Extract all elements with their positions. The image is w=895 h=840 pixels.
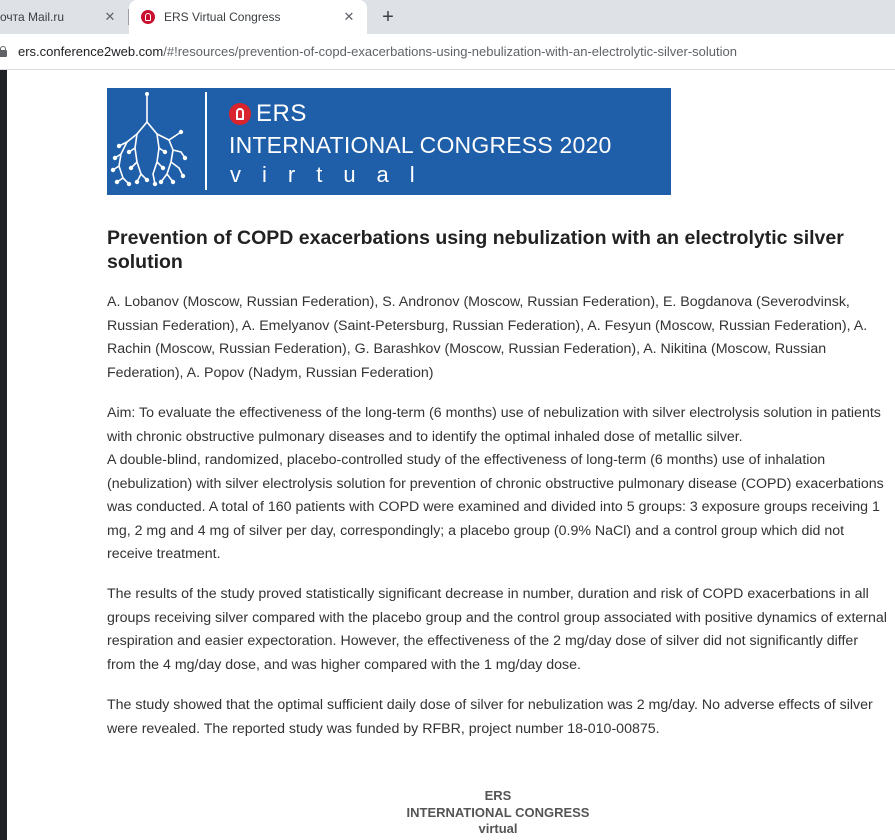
- article-aim-methods: [107, 402, 889, 567]
- congress-banner: [107, 88, 671, 195]
- close-tab-icon[interactable]: ✕: [104, 9, 116, 24]
- ers-brand: [229, 100, 307, 128]
- article-aim: Aim: To evaluate the effectiveness of the long-term (6 months) use of nebulization with silver electrolysis solution in patients with chronic obstructive pulmonary diseases and to identify the optimal inhaled dose of metallic silver.: [107, 405, 881, 445]
- footer-branding: [330, 788, 666, 838]
- tab-mail-ru[interactable]: [0, 0, 128, 34]
- footer-line-congress: INTERNATIONAL CONGRESS: [406, 804, 590, 820]
- ers-favicon-icon: [141, 10, 155, 24]
- url-text[interactable]: [18, 34, 737, 70]
- tab-title: ERS Virtual Congress: [164, 10, 281, 24]
- banner-divider: [205, 92, 207, 190]
- footer-line-ers: ERS: [484, 788, 512, 803]
- article-conclusion: The study showed that the optimal sufficient daily dose of silver for nebulization was 2 mg/day. No adverse effects of silver were revealed. The reported study was funded by RFBR, project number 18-010-00875.: [107, 697, 873, 737]
- new-tab-button[interactable]: +: [382, 6, 394, 28]
- lungs-icon: [107, 88, 205, 195]
- address-bar[interactable]: [0, 34, 895, 70]
- footer-line-virtual: virtual: [478, 821, 518, 836]
- close-tab-icon[interactable]: ✕: [343, 9, 355, 24]
- tab-strip: [0, 0, 895, 34]
- article-results: The results of the study proved statistically significant decrease in number, duration and risk of COPD exacerbations in all groups receiving silver compared with the placebo group and the control group associated with positive dynamics of external respiration and easier expectoration. However, the effectiveness of the 2 mg/day dose of silver did not significantly differ from the 4 mg/day dose, and was higher compared with the 1 mg/day dose.: [107, 586, 887, 673]
- ers-brand-text: ERS: [256, 100, 307, 127]
- article-title: Prevention of COPD exacerbations using nebulization with an electrolytic silver solution: [107, 227, 844, 273]
- congress-title: INTERNATIONAL CONGRESS 2020: [229, 132, 612, 158]
- article-methods: A double-blind, randomized, placebo-controlled study of the effectiveness of long-term (6 months) use of inhalation (nebulization) with silver electrolysis solution for prevention of chronic obstructive pulmonary disease (COPD) exacerbations was conducted. A total of 160 patients with COPD were examined and divided into 5 groups: 3 exposure groups receiving 1 mg, 2 mg and 4 mg of silver per day, correspondingly; a placebo group (0.9% NaCl) and a control group which did not receive treatment.: [107, 452, 884, 562]
- tab-title: очта Mail.ru: [0, 10, 65, 24]
- ers-logo-icon: [229, 103, 251, 125]
- url-path: /#!resources/prevention-of-copd-exacerbations-using-nebulization-with-an-electrolytic-silver-solution: [163, 44, 737, 59]
- article-authors: A. Lobanov (Moscow, Russian Federation), S. Andronov (Moscow, Russian Federation), E. Bogdanova (Severodvinsk, Russian Federation), A. Emelyanov (Saint-Petersburg, Russian Federation), A. Fesyun (Moscow, Russian Federation), A. Rachin (Moscow, Russian Federation), G. Barashkov (Moscow, Russian Federation), A. Nikitina (Moscow, Russian Federation), A. Popov (Nadym, Russian Federation): [107, 294, 868, 381]
- left-edge-bar: [0, 70, 7, 840]
- tab-ers-virtual-congress[interactable]: [129, 0, 367, 34]
- congress-edition: virtual: [230, 162, 436, 187]
- lock-icon[interactable]: [0, 46, 6, 56]
- url-host: ers.conference2web.com: [18, 44, 164, 59]
